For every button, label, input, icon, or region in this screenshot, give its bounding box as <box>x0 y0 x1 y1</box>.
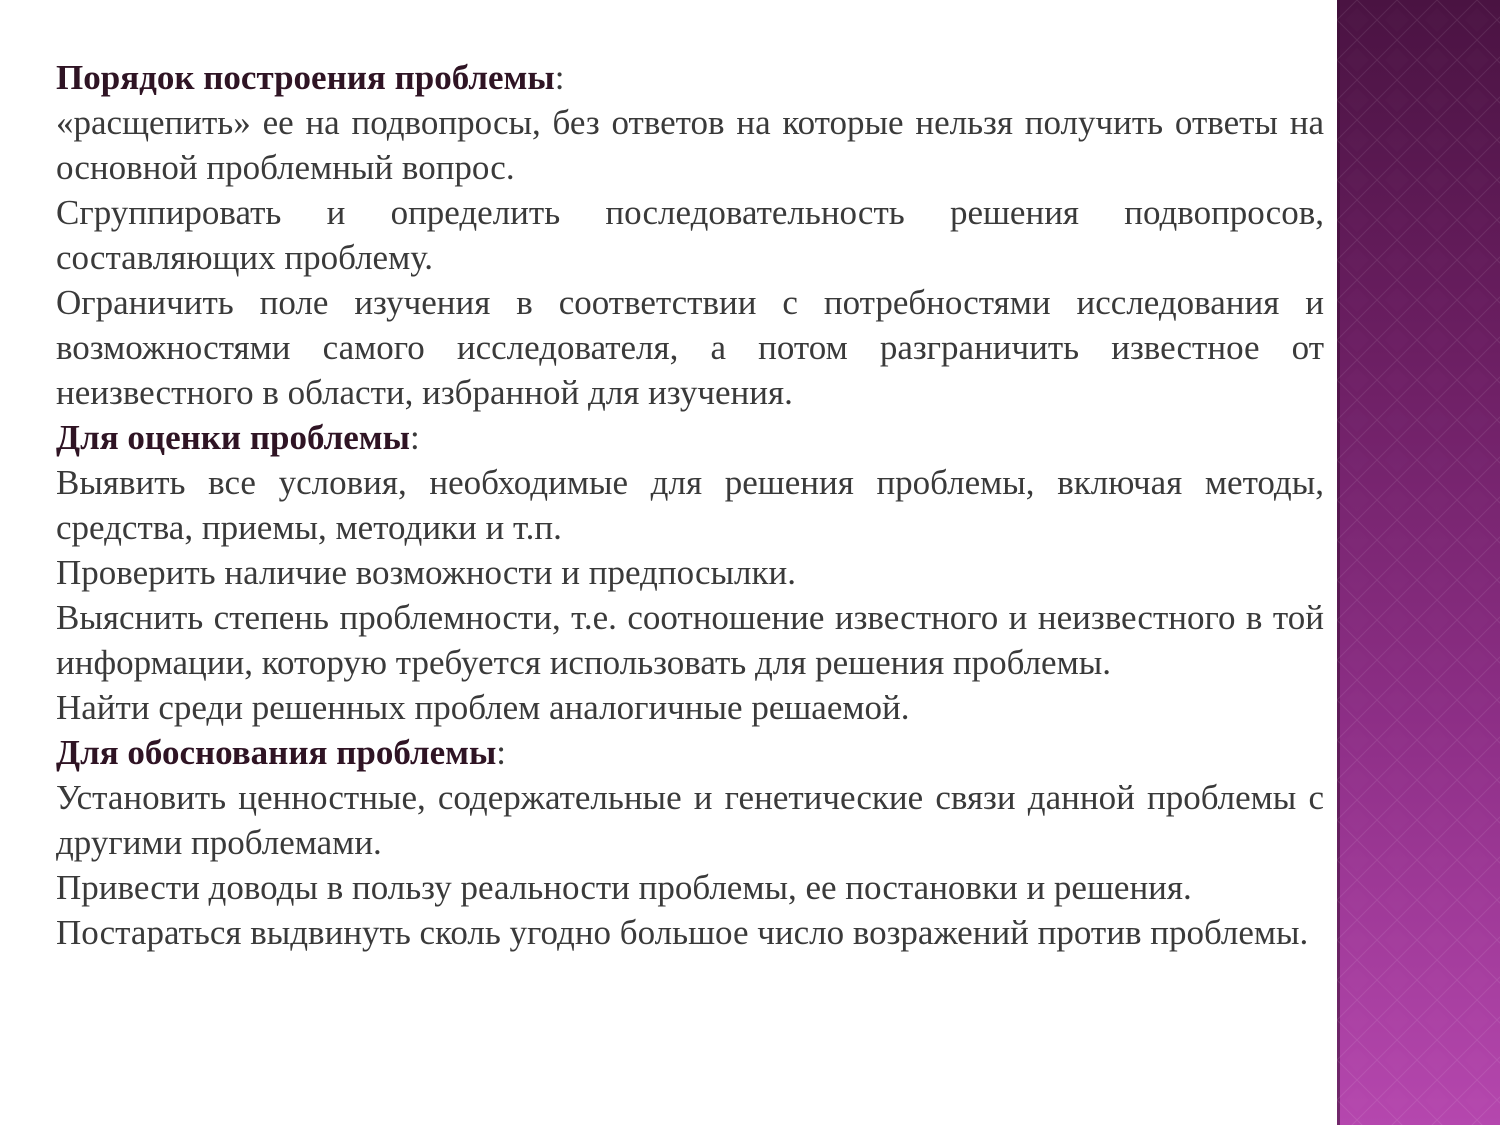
heading-colon: : <box>409 418 420 457</box>
paragraph-check-possibility: Проверить наличие возможности и предпосылки. <box>56 553 796 592</box>
paragraph-provide-arguments: Привести доводы в пользу реальности проблемы, ее постановки и решения. <box>56 868 1192 907</box>
heading-text: Для оценки проблемы <box>56 418 410 457</box>
diamond-pattern <box>1337 0 1500 1125</box>
section-heading-evaluation <box>56 415 1324 460</box>
heading-text: Для обоснования проблемы <box>56 733 497 772</box>
paragraph-find-analogous: Найти среди решенных проблем аналогичные решаемой. <box>56 688 910 727</box>
decorative-sidebar <box>1337 0 1500 1125</box>
slide-body <box>56 55 1324 955</box>
section-heading-justification <box>56 730 1324 775</box>
paragraph-limit-field: Ограничить поле изучения в соответствии с потребностями исследования и возможностями самого исследователя, а потом разграничить известное от неизвестного в области, избранной для изучения. <box>56 283 1324 412</box>
paragraph-split-subquestions: «расщепить» ее на подвопросы, без ответов на которые нельзя получить ответы на основной проблемный вопрос. <box>56 103 1324 187</box>
paragraph-group-sequence: Сгруппировать и определить последовательность решения подвопросов, составляющих проблему. <box>56 193 1324 277</box>
heading-colon: : <box>496 733 507 772</box>
paragraph-establish-links: Установить ценностные, содержательные и генетические связи данной проблемы с другими проблемами. <box>56 778 1324 862</box>
heading-text: Порядок построения проблемы <box>56 58 555 97</box>
section-heading-construction <box>56 55 1324 100</box>
heading-colon: : <box>554 58 565 97</box>
paragraph-degree-problematic: Выяснить степень проблемности, т.е. соотношение известного и неизвестного в той информации, которую требуется использовать для решения проблемы. <box>56 598 1324 682</box>
paragraph-identify-conditions: Выявить все условия, необходимые для решения проблемы, включая методы, средства, приемы, методики и т.п. <box>56 463 1324 547</box>
paragraph-put-objections: Постараться выдвинуть сколь угодно большое число возражений против проблемы. <box>56 913 1309 952</box>
